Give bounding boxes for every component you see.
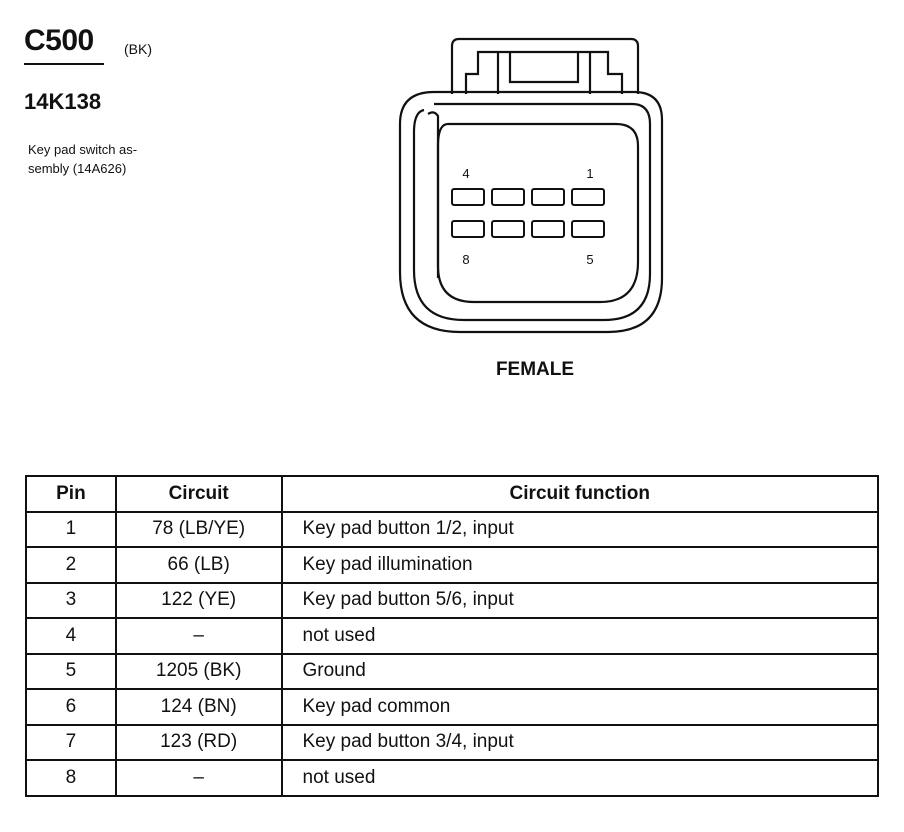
cell-circuit: 1205 (BK) (116, 654, 282, 690)
pin-cavity-2 (532, 189, 564, 205)
cell-function: Key pad common (282, 689, 879, 725)
cell-pin: 7 (26, 725, 116, 761)
pin-label-top-left: 4 (462, 166, 470, 181)
table-header-row (26, 476, 878, 512)
pin-cavity-1 (572, 189, 604, 205)
cell-pin: 1 (26, 512, 116, 548)
table-row (26, 654, 878, 690)
table-row (26, 512, 878, 548)
pinout-table (25, 475, 879, 797)
cell-pin: 6 (26, 689, 116, 725)
cell-circuit: 122 (YE) (116, 583, 282, 619)
header-circuit-function: Circuit function (282, 476, 879, 512)
table-row (26, 547, 878, 583)
cell-circuit: – (116, 618, 282, 654)
description-line-2: sembly (14A626) (28, 161, 127, 176)
pin-cavity-8 (452, 221, 484, 237)
connector-latch (452, 39, 638, 94)
cell-pin: 8 (26, 760, 116, 796)
connector-diagram (390, 32, 680, 342)
cell-circuit: 123 (RD) (116, 725, 282, 761)
description-line-1: Key pad switch as- (28, 142, 138, 157)
view-label: FEMALE (495, 359, 575, 380)
connector-color: (BK) (124, 41, 152, 57)
pin-cavity-4 (452, 189, 484, 205)
connector-id: C500 (24, 24, 94, 57)
cell-circuit: – (116, 760, 282, 796)
header-pin: Pin (26, 476, 116, 512)
cell-function: Ground (282, 654, 879, 690)
cell-function: Key pad button 3/4, input (282, 725, 879, 761)
cell-circuit: 124 (BN) (116, 689, 282, 725)
table-row (26, 618, 878, 654)
cell-function: Key pad button 5/6, input (282, 583, 879, 619)
table-row (26, 583, 878, 619)
cell-pin: 5 (26, 654, 116, 690)
connector-shell (414, 104, 650, 320)
pin-cavity-3 (492, 189, 524, 205)
cell-function: Key pad illumination (282, 547, 879, 583)
connector-latch-inner (466, 52, 622, 94)
connector-description (28, 140, 137, 178)
title-underline (24, 63, 104, 65)
pin-label-bottom-left: 8 (462, 252, 470, 267)
cell-pin: 3 (26, 583, 116, 619)
header-circuit: Circuit (116, 476, 282, 512)
polarization-key (428, 112, 438, 278)
cell-pin: 4 (26, 618, 116, 654)
part-number: 14K138 (24, 89, 102, 114)
cell-function: Key pad button 1/2, input (282, 512, 879, 548)
cell-circuit: 66 (LB) (116, 547, 282, 583)
table-row (26, 725, 878, 761)
cell-pin: 2 (26, 547, 116, 583)
cell-function: not used (282, 618, 879, 654)
table-row (26, 760, 878, 796)
pin-label-top-right: 1 (586, 166, 594, 181)
pin-cavity-5 (572, 221, 604, 237)
cell-circuit: 78 (LB/YE) (116, 512, 282, 548)
latch-button (510, 52, 578, 82)
latch-slot (498, 52, 590, 94)
pin-cavity-7 (492, 221, 524, 237)
table-row (26, 689, 878, 725)
connector-face (438, 124, 638, 302)
pin-label-bottom-right: 5 (586, 252, 594, 267)
cell-function: not used (282, 760, 879, 796)
pin-cavity-6 (532, 221, 564, 237)
